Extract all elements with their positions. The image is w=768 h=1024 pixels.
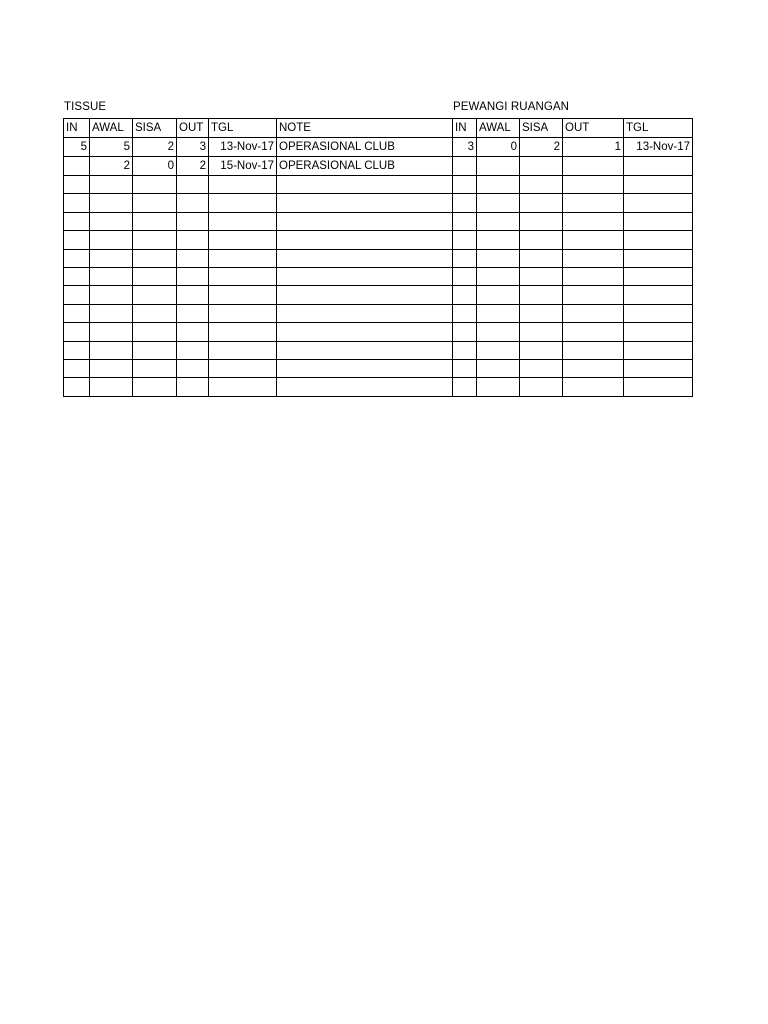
inventory-table bbox=[63, 118, 693, 397]
empty-table-row bbox=[64, 249, 693, 267]
empty-cell[interactable] bbox=[64, 267, 90, 285]
empty-cell[interactable] bbox=[64, 212, 90, 230]
empty-cell[interactable] bbox=[133, 212, 177, 230]
empty-cell[interactable] bbox=[277, 359, 453, 377]
pewangi-header-awal[interactable]: AWAL bbox=[477, 119, 520, 138]
empty-cell[interactable] bbox=[177, 323, 209, 341]
empty-cell[interactable] bbox=[133, 323, 177, 341]
empty-cell[interactable] bbox=[563, 341, 624, 359]
empty-table-row bbox=[64, 176, 693, 194]
empty-cell[interactable] bbox=[624, 231, 693, 249]
empty-cell[interactable] bbox=[563, 176, 624, 194]
empty-cell[interactable] bbox=[624, 249, 693, 267]
empty-cell[interactable] bbox=[477, 378, 520, 396]
empty-table-row bbox=[64, 267, 693, 285]
empty-cell[interactable] bbox=[453, 267, 477, 285]
empty-cell[interactable] bbox=[177, 176, 209, 194]
empty-cell[interactable] bbox=[209, 378, 277, 396]
tissue-header-note[interactable]: NOTE bbox=[277, 119, 453, 138]
empty-cell[interactable] bbox=[453, 176, 477, 194]
empty-cell[interactable] bbox=[277, 341, 453, 359]
empty-cell[interactable] bbox=[277, 286, 453, 304]
empty-cell[interactable] bbox=[177, 286, 209, 304]
tissue-header-tgl[interactable]: TGL bbox=[209, 119, 277, 138]
empty-cell[interactable] bbox=[477, 176, 520, 194]
empty-cell[interactable] bbox=[133, 176, 177, 194]
empty-cell[interactable] bbox=[133, 249, 177, 267]
empty-cell[interactable] bbox=[453, 212, 477, 230]
pewangi-header-out[interactable]: OUT bbox=[563, 119, 624, 138]
empty-cell[interactable] bbox=[520, 212, 563, 230]
empty-cell[interactable] bbox=[209, 212, 277, 230]
empty-table-row bbox=[64, 286, 693, 304]
empty-cell[interactable] bbox=[133, 304, 177, 322]
empty-cell[interactable] bbox=[453, 194, 477, 212]
empty-table-row bbox=[64, 304, 693, 322]
empty-cell[interactable] bbox=[277, 249, 453, 267]
empty-cell[interactable] bbox=[90, 231, 133, 249]
empty-cell[interactable] bbox=[90, 341, 133, 359]
pewangi-tgl-cell[interactable] bbox=[624, 157, 693, 176]
empty-cell[interactable] bbox=[453, 231, 477, 249]
empty-cell[interactable] bbox=[624, 194, 693, 212]
tissue-in-cell[interactable] bbox=[64, 157, 90, 176]
tissue-note-cell[interactable]: OPERASIONAL CLUB bbox=[277, 157, 453, 176]
empty-cell[interactable] bbox=[563, 304, 624, 322]
empty-cell[interactable] bbox=[90, 359, 133, 377]
empty-cell[interactable] bbox=[177, 378, 209, 396]
pewangi-header-tgl[interactable]: TGL bbox=[624, 119, 693, 138]
empty-cell[interactable] bbox=[177, 212, 209, 230]
empty-cell[interactable] bbox=[453, 323, 477, 341]
empty-cell[interactable] bbox=[477, 194, 520, 212]
empty-table-row bbox=[64, 194, 693, 212]
empty-cell[interactable] bbox=[624, 176, 693, 194]
empty-cell[interactable] bbox=[477, 212, 520, 230]
empty-rows bbox=[64, 176, 693, 397]
empty-cell[interactable] bbox=[90, 304, 133, 322]
empty-cell[interactable] bbox=[477, 341, 520, 359]
empty-cell[interactable] bbox=[563, 212, 624, 230]
empty-cell[interactable] bbox=[520, 323, 563, 341]
empty-table-row bbox=[64, 212, 693, 230]
empty-cell[interactable] bbox=[64, 323, 90, 341]
pewangi-out-cell[interactable]: 1 bbox=[563, 138, 624, 157]
empty-cell[interactable] bbox=[64, 286, 90, 304]
empty-table-row bbox=[64, 231, 693, 249]
empty-cell[interactable] bbox=[64, 359, 90, 377]
empty-cell[interactable] bbox=[133, 359, 177, 377]
empty-cell[interactable] bbox=[563, 378, 624, 396]
pewangi-awal-cell[interactable]: 0 bbox=[477, 138, 520, 157]
tissue-tgl-cell[interactable]: 15-Nov-17 bbox=[209, 157, 277, 176]
tissue-in-cell[interactable]: 5 bbox=[64, 138, 90, 157]
empty-cell[interactable] bbox=[520, 176, 563, 194]
empty-cell[interactable] bbox=[64, 378, 90, 396]
empty-cell[interactable] bbox=[563, 323, 624, 341]
empty-cell[interactable] bbox=[624, 267, 693, 285]
empty-table-row bbox=[64, 359, 693, 377]
empty-cell[interactable] bbox=[90, 323, 133, 341]
empty-cell[interactable] bbox=[477, 267, 520, 285]
tissue-awal-cell[interactable]: 2 bbox=[90, 157, 133, 176]
empty-cell[interactable] bbox=[563, 194, 624, 212]
empty-cell[interactable] bbox=[277, 378, 453, 396]
pewangi-header-in[interactable]: IN bbox=[453, 119, 477, 138]
empty-cell[interactable] bbox=[133, 286, 177, 304]
tissue-header-in[interactable]: IN bbox=[64, 119, 90, 138]
empty-cell[interactable] bbox=[624, 212, 693, 230]
empty-cell[interactable] bbox=[133, 378, 177, 396]
empty-cell[interactable] bbox=[209, 194, 277, 212]
empty-cell[interactable] bbox=[477, 359, 520, 377]
tissue-out-cell[interactable]: 3 bbox=[177, 138, 209, 157]
empty-cell[interactable] bbox=[520, 249, 563, 267]
empty-cell[interactable] bbox=[177, 267, 209, 285]
empty-cell[interactable] bbox=[624, 286, 693, 304]
empty-cell[interactable] bbox=[64, 231, 90, 249]
empty-cell[interactable] bbox=[520, 304, 563, 322]
empty-cell[interactable] bbox=[277, 304, 453, 322]
empty-cell[interactable] bbox=[520, 231, 563, 249]
empty-table-row bbox=[64, 341, 693, 359]
empty-cell[interactable] bbox=[277, 267, 453, 285]
empty-cell[interactable] bbox=[477, 286, 520, 304]
empty-cell[interactable] bbox=[64, 341, 90, 359]
empty-cell[interactable] bbox=[209, 176, 277, 194]
empty-cell[interactable] bbox=[277, 231, 453, 249]
empty-cell[interactable] bbox=[624, 341, 693, 359]
empty-cell[interactable] bbox=[209, 231, 277, 249]
pewangi-out-cell[interactable] bbox=[563, 157, 624, 176]
pewangi-in-cell[interactable]: 3 bbox=[453, 138, 477, 157]
empty-cell[interactable] bbox=[563, 267, 624, 285]
empty-table-row bbox=[64, 323, 693, 341]
empty-table-row bbox=[64, 378, 693, 396]
empty-cell[interactable] bbox=[133, 267, 177, 285]
table-row bbox=[64, 138, 693, 157]
empty-cell[interactable] bbox=[90, 267, 133, 285]
empty-cell[interactable] bbox=[90, 194, 133, 212]
empty-cell[interactable] bbox=[277, 176, 453, 194]
empty-cell[interactable] bbox=[209, 341, 277, 359]
tissue-tgl-cell[interactable]: 13-Nov-17 bbox=[209, 138, 277, 157]
empty-cell[interactable] bbox=[477, 231, 520, 249]
empty-cell[interactable] bbox=[209, 304, 277, 322]
empty-cell[interactable] bbox=[563, 231, 624, 249]
empty-cell[interactable] bbox=[64, 304, 90, 322]
empty-cell[interactable] bbox=[624, 359, 693, 377]
empty-cell[interactable] bbox=[209, 286, 277, 304]
empty-cell[interactable] bbox=[209, 323, 277, 341]
empty-cell[interactable] bbox=[453, 341, 477, 359]
tissue-header-out[interactable]: OUT bbox=[177, 119, 209, 138]
empty-cell[interactable] bbox=[520, 194, 563, 212]
pewangi-header-sisa[interactable]: SISA bbox=[520, 119, 563, 138]
tissue-out-cell[interactable]: 2 bbox=[177, 157, 209, 176]
empty-cell[interactable] bbox=[277, 194, 453, 212]
empty-cell[interactable] bbox=[90, 176, 133, 194]
empty-cell[interactable] bbox=[177, 231, 209, 249]
empty-cell[interactable] bbox=[90, 286, 133, 304]
tissue-sisa-cell[interactable]: 0 bbox=[133, 157, 177, 176]
empty-cell[interactable] bbox=[64, 176, 90, 194]
empty-cell[interactable] bbox=[520, 267, 563, 285]
empty-cell[interactable] bbox=[209, 267, 277, 285]
tissue-header-sisa[interactable]: SISA bbox=[133, 119, 177, 138]
empty-cell[interactable] bbox=[477, 249, 520, 267]
empty-cell[interactable] bbox=[563, 249, 624, 267]
empty-cell[interactable] bbox=[209, 359, 277, 377]
pewangi-sisa-cell[interactable]: 2 bbox=[520, 138, 563, 157]
empty-cell[interactable] bbox=[277, 323, 453, 341]
empty-cell[interactable] bbox=[453, 249, 477, 267]
empty-cell[interactable] bbox=[277, 212, 453, 230]
empty-cell[interactable] bbox=[64, 194, 90, 212]
empty-cell[interactable] bbox=[90, 212, 133, 230]
tissue-section-title: TISSUE bbox=[64, 101, 107, 113]
tissue-sisa-cell[interactable]: 2 bbox=[133, 138, 177, 157]
empty-cell[interactable] bbox=[133, 231, 177, 249]
pewangi-tgl-cell[interactable]: 13-Nov-17 bbox=[624, 138, 693, 157]
empty-cell[interactable] bbox=[453, 304, 477, 322]
empty-cell[interactable] bbox=[453, 286, 477, 304]
empty-cell[interactable] bbox=[177, 249, 209, 267]
pewangi-in-cell[interactable] bbox=[453, 157, 477, 176]
empty-cell[interactable] bbox=[133, 194, 177, 212]
empty-cell[interactable] bbox=[520, 378, 563, 396]
empty-cell[interactable] bbox=[133, 341, 177, 359]
empty-cell[interactable] bbox=[90, 378, 133, 396]
empty-cell[interactable] bbox=[520, 341, 563, 359]
empty-cell[interactable] bbox=[563, 286, 624, 304]
empty-cell[interactable] bbox=[520, 286, 563, 304]
empty-cell[interactable] bbox=[624, 304, 693, 322]
pewangi-awal-cell[interactable] bbox=[477, 157, 520, 176]
empty-cell[interactable] bbox=[453, 378, 477, 396]
empty-cell[interactable] bbox=[520, 359, 563, 377]
empty-cell[interactable] bbox=[477, 304, 520, 322]
empty-cell[interactable] bbox=[177, 359, 209, 377]
table-row bbox=[64, 157, 693, 176]
empty-cell[interactable] bbox=[624, 323, 693, 341]
empty-cell[interactable] bbox=[563, 359, 624, 377]
empty-cell[interactable] bbox=[624, 378, 693, 396]
empty-cell[interactable] bbox=[177, 304, 209, 322]
empty-cell[interactable] bbox=[453, 359, 477, 377]
tissue-header-awal[interactable]: AWAL bbox=[90, 119, 133, 138]
empty-cell[interactable] bbox=[477, 323, 520, 341]
empty-cell[interactable] bbox=[177, 194, 209, 212]
empty-cell[interactable] bbox=[209, 249, 277, 267]
tissue-note-cell[interactable]: OPERASIONAL CLUB bbox=[277, 138, 453, 157]
header-row bbox=[64, 119, 693, 138]
pewangi-sisa-cell[interactable] bbox=[520, 157, 563, 176]
empty-cell[interactable] bbox=[90, 249, 133, 267]
pewangi-section-title: PEWANGI RUANGAN bbox=[453, 101, 570, 113]
empty-cell[interactable] bbox=[64, 249, 90, 267]
tissue-awal-cell[interactable]: 5 bbox=[90, 138, 133, 157]
empty-cell[interactable] bbox=[177, 341, 209, 359]
